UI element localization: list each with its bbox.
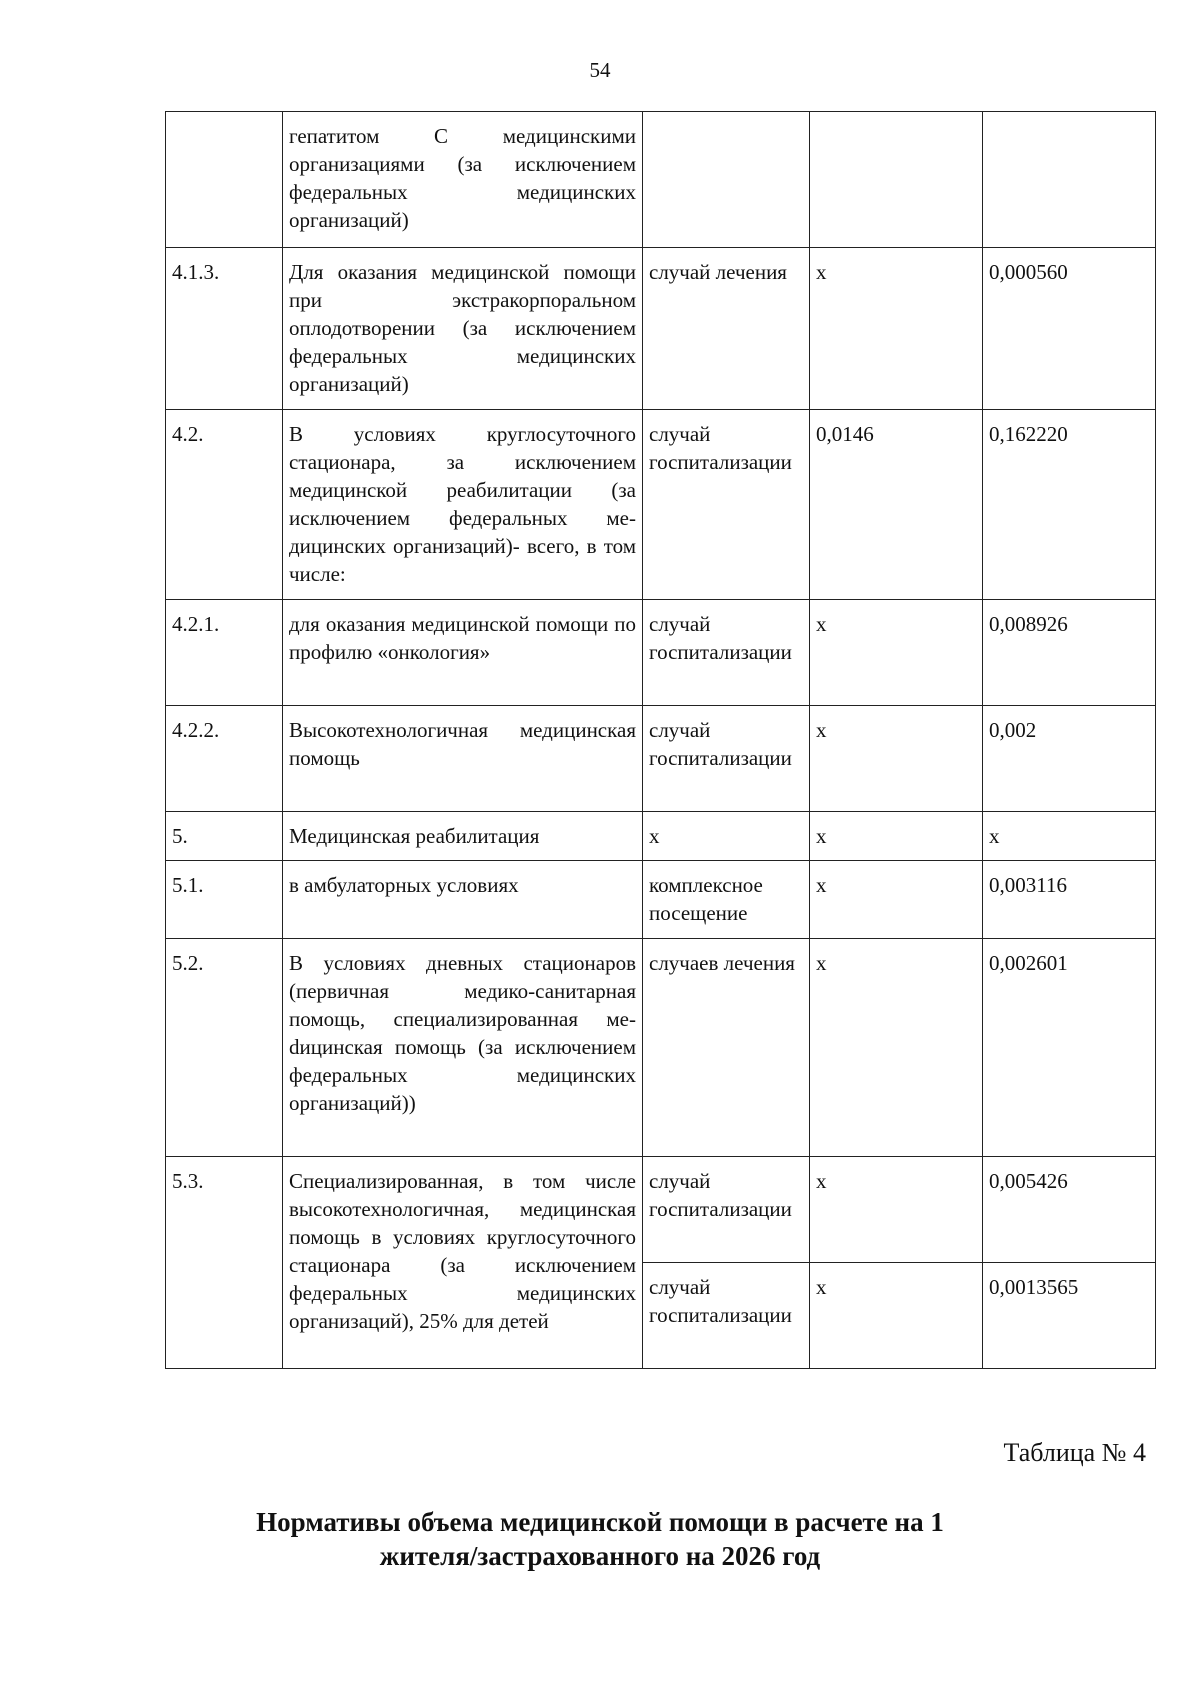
row-value-2 — [983, 112, 1156, 248]
row-value-2: 0,003116 — [983, 861, 1156, 939]
table-row — [166, 861, 1156, 939]
table-row — [166, 706, 1156, 812]
row-number: 5.1. — [166, 861, 283, 939]
row-value-2: 0,000560 — [983, 248, 1156, 410]
row-number — [166, 112, 283, 248]
row-number: 5.3. — [166, 1157, 283, 1369]
row-name: для оказания медицинской помощи по профилю «онкология» — [283, 600, 643, 706]
row-number: 5.2. — [166, 939, 283, 1157]
row-value-1: х — [810, 939, 983, 1157]
row-value-1: х — [810, 861, 983, 939]
table-row — [166, 600, 1156, 706]
row-unit: х — [643, 812, 810, 861]
row-name: В условиях дневных стационаров (первичная медико-санитарная помощь, специализированная меdицинская помощь (за исключением федеральных медицинских организаций)) — [283, 939, 643, 1157]
row-value-2: 0,0013565 — [983, 1263, 1156, 1369]
table-row — [166, 410, 1156, 600]
row-unit: случай госпитализации — [643, 410, 810, 600]
row-name: гепатитом С медицинскими организациями (за исключением федеральных медицинских организаций) — [283, 112, 643, 248]
row-unit: случаев лечения — [643, 939, 810, 1157]
row-value-2: 0,002 — [983, 706, 1156, 812]
table-row — [166, 939, 1156, 1157]
row-value-2: 0,162220 — [983, 410, 1156, 600]
heading-line-2: жителя/застрахованного на 2026 год — [379, 1541, 821, 1571]
row-number: 4.1.3. — [166, 248, 283, 410]
row-unit: случай госпитализации — [643, 706, 810, 812]
row-value-1: х — [810, 706, 983, 812]
row-value-1: х — [810, 1157, 983, 1263]
row-number: 5. — [166, 812, 283, 861]
row-name: В условиях круглосуточного стационара, за исключением медицинской реабилитации (за исключением федеральных медицинских организаций)- всего, в том числе: — [283, 410, 643, 600]
norms-table — [165, 111, 1156, 1369]
table-row — [166, 1157, 1156, 1263]
row-value-1 — [810, 112, 983, 248]
row-unit: случай лечения — [643, 248, 810, 410]
row-name: Специализированная, в том числе высокотехнологичная, медицинская помощь в условиях круглосуточного стационара (за исключением федеральных медицинских организаций), 25% для детей — [283, 1157, 643, 1369]
row-number: 4.2.1. — [166, 600, 283, 706]
row-number: 4.2.2. — [166, 706, 283, 812]
row-unit: случай госпитализации — [643, 1263, 810, 1369]
table-row — [166, 248, 1156, 410]
row-name: в амбулаторных условиях — [283, 861, 643, 939]
row-unit — [643, 112, 810, 248]
row-unit: случай госпитализации — [643, 1157, 810, 1263]
table-caption: Таблица № 4 — [1003, 1438, 1146, 1467]
row-value-1: х — [810, 812, 983, 861]
row-value-2: 0,005426 — [983, 1157, 1156, 1263]
row-value-2: х — [983, 812, 1156, 861]
row-unit: случай госпитализации — [643, 600, 810, 706]
table-row — [166, 812, 1156, 861]
row-number: 4.2. — [166, 410, 283, 600]
row-value-2: 0,002601 — [983, 939, 1156, 1157]
row-value-1: х — [810, 600, 983, 706]
row-unit: комплексное посещение — [643, 861, 810, 939]
page-number: 54 — [589, 58, 611, 82]
row-name: Высокотехнологичная медицинская помощь — [283, 706, 643, 812]
heading-line-1: Нормативы объема медицинской помощи в расчете на 1 — [256, 1507, 944, 1537]
row-name: Для оказания медицинской помощи при экстракорпоральном оплодотворении (за исключением федеральных медицинских организаций) — [283, 248, 643, 410]
row-value-1: х — [810, 1263, 983, 1369]
row-value-1: 0,0146 — [810, 410, 983, 600]
table-row — [166, 112, 1156, 248]
row-name: Медицинская реабилитация — [283, 812, 643, 861]
table-heading — [0, 1505, 1200, 1573]
row-value-1: х — [810, 248, 983, 410]
row-value-2: 0,008926 — [983, 600, 1156, 706]
